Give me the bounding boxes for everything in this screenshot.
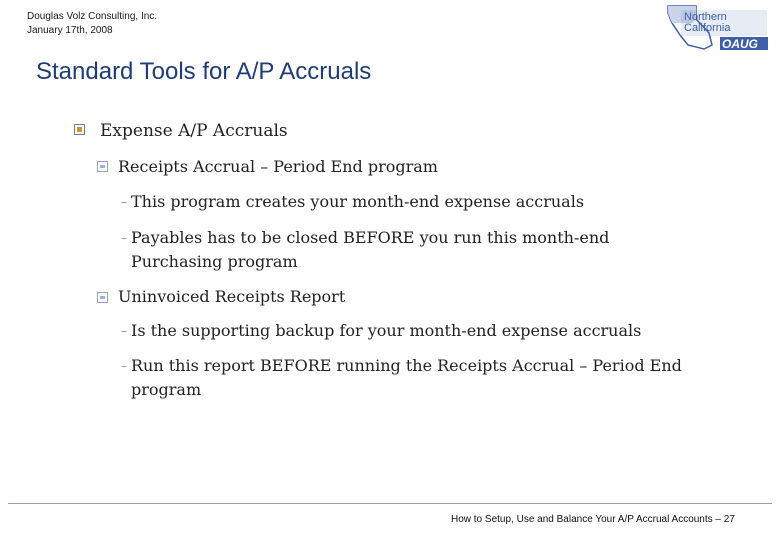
dash-bullet: – <box>121 231 127 245</box>
logo-northern: Northern <box>684 11 727 23</box>
bullet-square-icon <box>97 292 108 303</box>
bullet-square-icon <box>97 161 108 172</box>
bullet-supporting-backup: Is the supporting backup for your month-end expense accruals <box>131 321 642 340</box>
bullet-payables-closed-line2: Purchasing program <box>131 252 298 271</box>
bullet-run-report-line2: program <box>131 380 202 399</box>
footer-text: How to Setup, Use and Balance Your A/P Accrual Accounts – 27 <box>451 514 735 525</box>
dash-bullet: – <box>121 195 127 209</box>
footer-divider <box>8 503 772 504</box>
bullet-program-creates: This program creates your month-end expense accruals <box>131 192 585 211</box>
dash-bullet: – <box>121 359 127 373</box>
dash-bullet: – <box>121 324 127 338</box>
bullet-expense-ap-accruals: Expense A/P Accruals <box>100 121 288 141</box>
logo-california: California <box>684 22 731 34</box>
bullet-square-icon <box>74 124 85 135</box>
bullet-run-report-line1: Run this report BEFORE running the Receipts Accrual – Period End <box>131 356 682 375</box>
presentation-date: January 17th, 2008 <box>27 25 113 36</box>
bullet-payables-closed-line1: Payables has to be closed BEFORE you run this month-end <box>131 228 610 247</box>
bullet-uninvoiced-receipts: Uninvoiced Receipts Report <box>118 287 346 306</box>
bullet-receipts-accrual: Receipts Accrual – Period End program <box>118 157 438 176</box>
slide-title: Standard Tools for A/P Accruals <box>36 58 372 85</box>
logo-oaug: OAUG <box>722 37 758 50</box>
company-name: Douglas Volz Consulting, Inc. <box>27 11 158 22</box>
